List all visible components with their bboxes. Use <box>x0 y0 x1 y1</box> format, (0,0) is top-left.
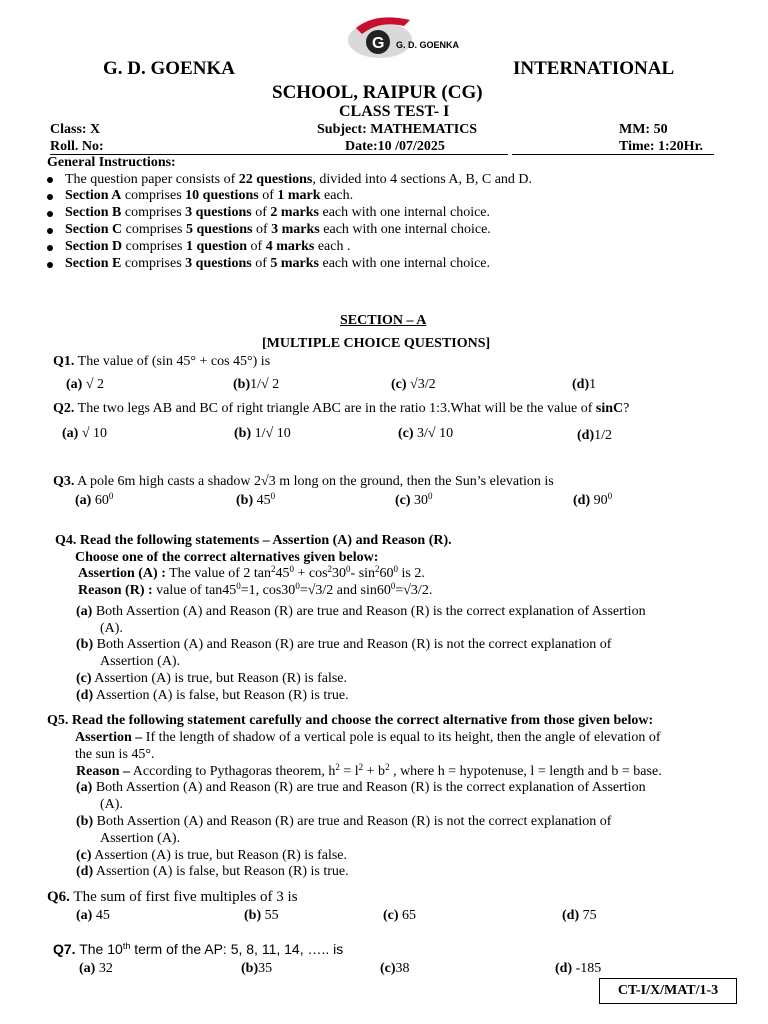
instruction-item: Section B comprises 3 questions of 2 marks each with one internal choice. <box>65 205 491 220</box>
instruction-item: Section A comprises 10 questions of 1 mark each. <box>65 188 354 203</box>
q5-option-b: (b) Both Assertion (A) and Reason (R) are true and Reason (R) is not the correct explanation of <box>76 814 612 829</box>
q2-option-c: (c) 3/√ 10 <box>398 426 454 441</box>
q5-reason: Reason – According to Pythagoras theorem, $h^2 = l^2 + b^2$ , where h = hypotenuse, l = length and b = base. <box>76 762 662 779</box>
q5-option-c: (c) Assertion (A) is true, but Reason (R) is false. <box>76 848 348 863</box>
question-3: Q3. A pole 6m high casts a shadow 2√3 m long on the ground, then the Sun’s elevation is <box>53 474 554 489</box>
q2-option-a: (a) √ 10 <box>62 426 108 441</box>
q4-reason: Reason (R) : value of $\tan 45^0=1$, $\cos 30^0=√3/2$ and $\sin 60^0=√3/2$. <box>78 581 433 598</box>
q3-option-a: (a) $60^0$ <box>75 491 114 508</box>
question-2: Q2. The two legs AB and BC of right triangle ABC are in the ratio 1:3.What will be the value of sinC? <box>53 401 630 416</box>
bullet-icon <box>47 177 53 183</box>
school-name-left: G. D. GOENKA <box>103 58 235 79</box>
svg-text:G: G <box>372 35 385 52</box>
test-name: CLASS TEST- I <box>339 103 450 120</box>
question-5: Q5. Read the following statement carefully and choose the correct alternative from those given below: <box>47 713 654 728</box>
q4-option-b-cont: Assertion (A). <box>100 654 181 669</box>
bullet-icon <box>47 262 53 268</box>
q6-option-a: (a) 45 <box>76 908 110 923</box>
instruction-item: Section E comprises 3 questions of 5 marks each with one internal choice. <box>65 256 491 271</box>
question-6: Q6. The sum of first five multiples of 3 is <box>47 889 298 905</box>
q3-option-d: (d) $90^0$ <box>573 491 613 508</box>
q2-option-b: (b) 1/√ 10 <box>234 426 291 441</box>
q7-option-d: (d) -185 <box>555 961 602 976</box>
school-name-right: INTERNATIONAL <box>513 58 675 79</box>
q5-option-a-cont: (A). <box>100 797 123 812</box>
q5-assertion-cont: the sun is 45°. <box>75 747 155 762</box>
q4-instruction: Choose one of the correct alternatives given below: <box>75 550 379 565</box>
question-1: Q1. The value of (sin 45° + cos 45°) is <box>53 354 271 369</box>
bullet-icon <box>47 245 53 251</box>
instructions-heading: General Instructions: <box>47 155 176 170</box>
date-label: Date:10 /07/2025 <box>345 139 445 154</box>
q4-option-a-cont: (A). <box>100 621 123 636</box>
page-code-badge: CT-I/X/MAT/1-3 <box>599 978 737 1004</box>
subject-label: Subject: MATHEMATICS <box>317 122 478 137</box>
q7-option-c: (c)38 <box>380 961 410 976</box>
q5-option-b-cont: Assertion (A). <box>100 831 181 846</box>
q4-assertion: Assertion (A) : The value of 2 $\tan^245^0 + \cos^230^0-$ $\sin^260^0$ is 2. <box>78 564 425 581</box>
q4-option-c: (c) Assertion (A) is true, but Reason (R) is false. <box>76 671 348 686</box>
q1-option-a: (a) √ 2 <box>66 377 105 392</box>
q4-option-d: (d) Assertion (A) is false, but Reason (R) is true. <box>76 688 349 703</box>
q2-option-d: (d)1/2 <box>577 428 613 443</box>
instruction-item: The question paper consists of 22 questions, divided into 4 sections A, B, C and D. <box>65 172 533 187</box>
school-logo <box>346 14 466 66</box>
question-4: Q4. Read the following statements – Assertion (A) and Reason (R). <box>55 533 452 548</box>
q5-option-d: (d) Assertion (A) is false, but Reason (R) is true. <box>76 864 349 879</box>
bullet-icon <box>47 194 53 200</box>
instruction-item: Section C comprises 5 questions of 3 marks each with one internal choice. <box>65 222 491 237</box>
school-name-line2: SCHOOL, RAIPUR (CG) <box>272 82 483 103</box>
class-label: Class: X <box>50 122 101 137</box>
svg-text:G. D. GOENKA: G. D. GOENKA <box>396 40 460 50</box>
time-label: Time: 1:20Hr. <box>619 139 703 154</box>
q6-option-d: (d) 75 <box>562 908 597 923</box>
section-title: SECTION – A <box>340 313 427 328</box>
q1-option-d: (d)1 <box>572 377 597 392</box>
q7-option-a: (a) 32 <box>79 961 113 976</box>
max-marks-label: MM: 50 <box>619 122 668 137</box>
section-subtitle: [MULTIPLE CHOICE QUESTIONS] <box>262 336 491 351</box>
q5-assertion: Assertion – If the length of shadow of a vertical pole is equal to its height, then the angle of elevation of <box>75 730 661 745</box>
q3-option-c: (c) $30^0$ <box>395 491 433 508</box>
instruction-item: Section D comprises 1 question of 4 marks each . <box>65 239 351 254</box>
q6-option-c: (c) 65 <box>383 908 417 923</box>
q1-option-b: (b)1/√ 2 <box>233 377 280 392</box>
q3-option-b: (b) $45^0$ <box>236 491 276 508</box>
q7-option-b: (b)35 <box>241 961 273 976</box>
q4-option-b: (b) Both Assertion (A) and Reason (R) are true and Reason (R) is not the correct explanation of <box>76 637 612 652</box>
q1-option-c: (c) √3/2 <box>391 377 436 392</box>
roll-number-label: Roll. No: <box>50 139 104 154</box>
bullet-icon <box>47 211 53 217</box>
q5-option-a: (a) Both Assertion (A) and Reason (R) are true and Reason (R) is the correct explanation of Assertion <box>76 780 646 795</box>
bullet-icon <box>47 228 53 234</box>
question-7: Q7. The 10th term of the AP: 5, 8, 11, 14, ….. is <box>53 941 344 957</box>
q6-option-b: (b) 55 <box>244 908 279 923</box>
q4-option-a: (a) Both Assertion (A) and Reason (R) are true and Reason (R) is the correct explanation of Assertion <box>76 604 646 619</box>
header-rule-right <box>512 154 714 155</box>
